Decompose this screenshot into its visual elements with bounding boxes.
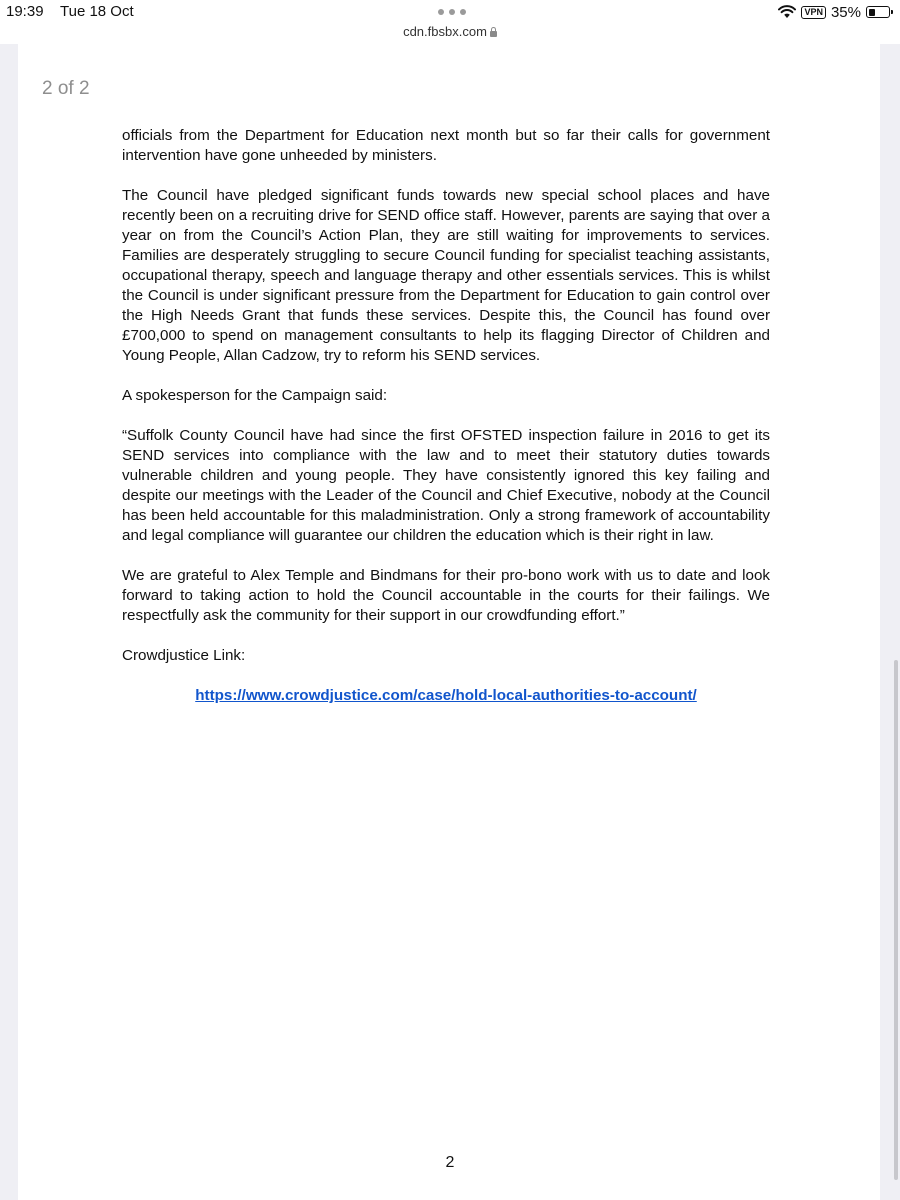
- page-indicator: 2 of 2: [42, 78, 90, 99]
- status-bar: [0, 0, 900, 24]
- status-time: 19:39: [6, 3, 44, 20]
- paragraph: “Suffolk County Council have had since the first OFSTED inspection failure in 2016 to get its SEND services into compliance with the law and to meet their statutory duties towards vulnerable children and young people. They have consistently ignored this key failing and despite our meetings with the Leader of the Council and Chief Executive, nobody at the Council has been held accountable for this maladministration. Only a strong framework of accountability and legal compliance will guarantee our children the education which is their right in law.: [122, 427, 770, 544]
- lock-icon: [490, 31, 497, 37]
- paragraph: A spokesperson for the Campaign said:: [122, 387, 388, 404]
- document-body: [122, 126, 770, 706]
- scrollbar-thumb[interactable]: [894, 660, 898, 1180]
- wifi-icon: [778, 5, 796, 19]
- battery-icon: [866, 6, 890, 18]
- status-date: Tue 18 Oct: [60, 3, 134, 20]
- paragraph: Crowdjustice Link:: [122, 647, 246, 664]
- battery-percent: 35%: [830, 3, 861, 21]
- status-indicators: [778, 3, 890, 21]
- paragraph: The Council have pledged significant funds towards new special school places and have recently been on a recruiting drive for SEND office staff. However, parents are saying that over a year on from the Council’s Action Plan, they are still waiting for improvements to services. Families are desperately struggling to secure Council funding for specialist teaching assistants, occupational therapy, speech and language therapy and other essentials services. This is whilst the Council is under significant pressure from the Department for Education to gain control over the High Needs Grant that funds these services. Despite this, the Council has found over £700,000 to spend on management consultants to help its flagging Director of Children and Young People, Allan Cadzow, try to reform his SEND services.: [122, 187, 770, 364]
- paragraph: We are grateful to Alex Temple and Bindmans for their pro-bono work with us to date and look forward to taking action to hold the Council accountable in the courts for their failings. We respectfully ask the community for their support in our crowdfunding effort.”: [122, 567, 770, 624]
- url-text[interactable]: cdn.fbsbx.com: [403, 24, 487, 39]
- paragraph: officials from the Department for Education next month but so far their calls for government intervention have gone unheeded by ministers.: [122, 127, 770, 164]
- battery-level-fill: [869, 9, 875, 16]
- address-bar[interactable]: [0, 24, 900, 44]
- page-number: 2: [445, 1154, 455, 1171]
- crowdjustice-link[interactable]: https://www.crowdjustice.com/case/hold-local-authorities-to-account/: [195, 687, 697, 704]
- vpn-badge: VPN: [801, 6, 826, 19]
- multitasking-dots-icon[interactable]: [438, 9, 466, 17]
